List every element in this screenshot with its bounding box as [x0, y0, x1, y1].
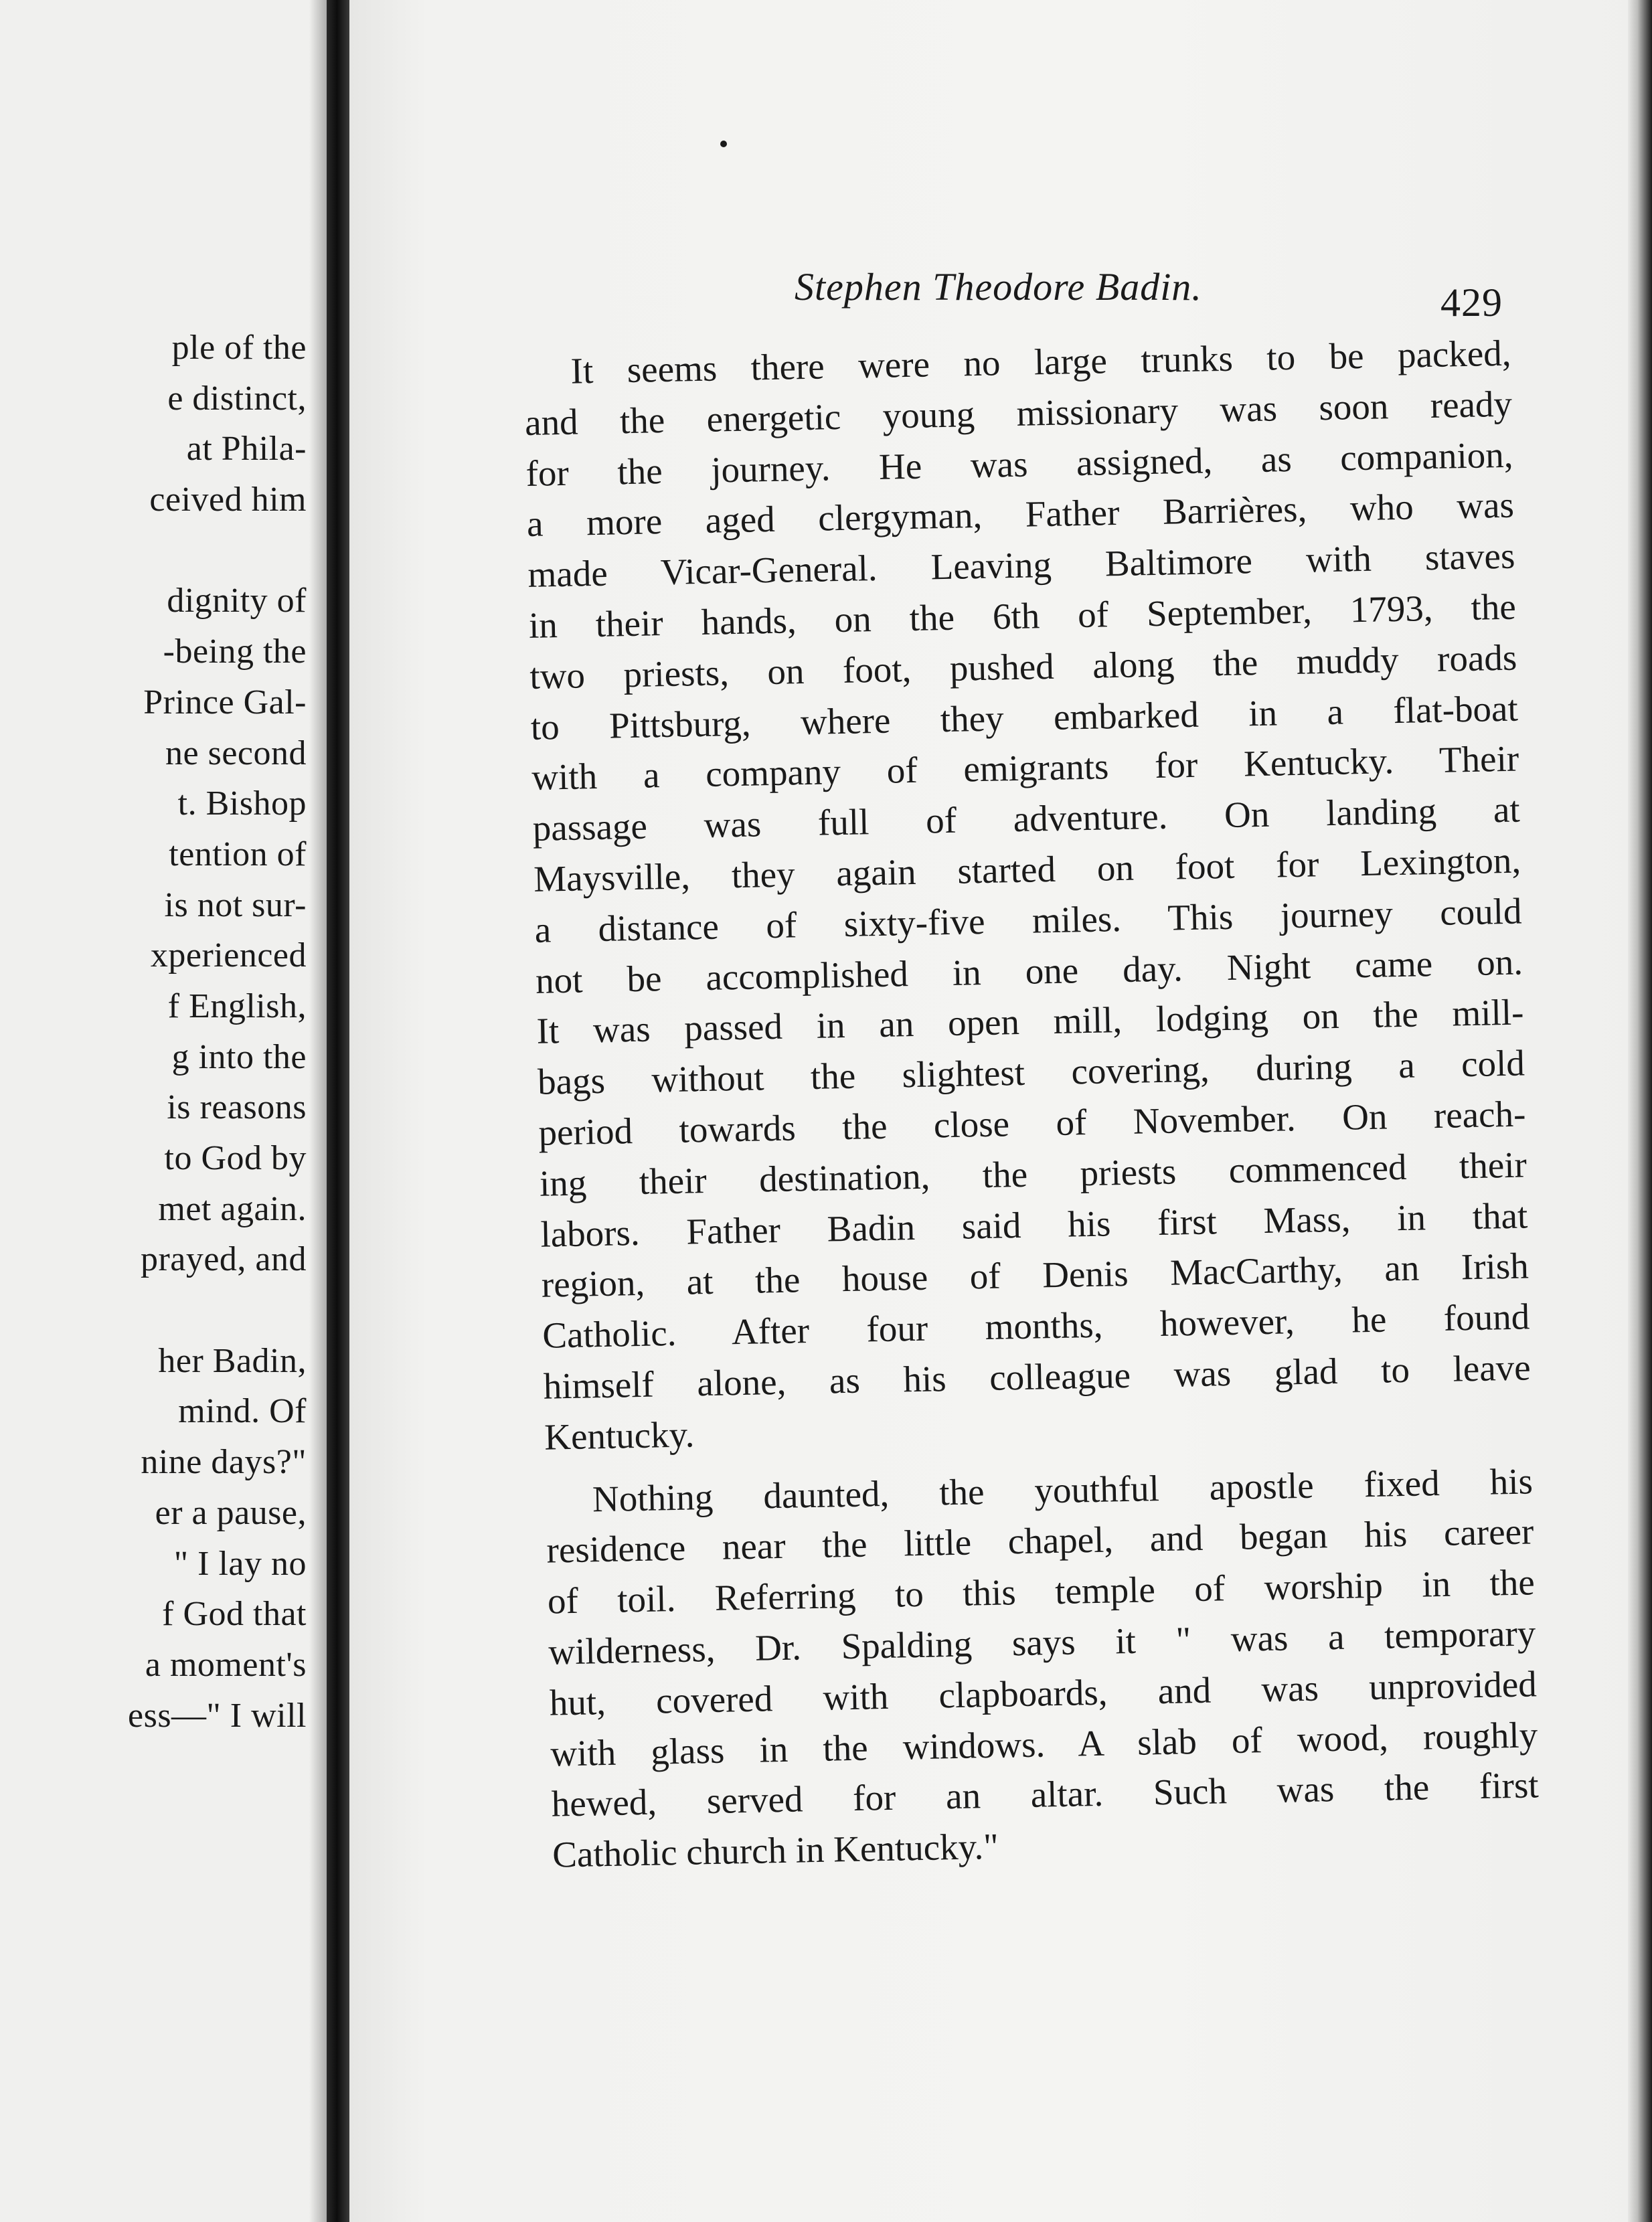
left-page-line: prayed, and — [140, 1240, 307, 1279]
left-page-line: a moment's — [145, 1645, 307, 1684]
left-page-line: ple of the — [171, 329, 307, 367]
text-line: Kentucky. — [544, 1414, 695, 1458]
left-page-line: f God that — [162, 1595, 307, 1634]
left-page-line: to God by — [164, 1139, 307, 1177]
text-line: residence near the little chapel, and began his career — [546, 1511, 1534, 1571]
body-text — [523, 328, 1540, 1881]
text-line: labors. Father Badin said his first Mass, in that — [540, 1194, 1528, 1255]
left-page-line: ne second — [165, 734, 307, 772]
paragraph-2 — [545, 1456, 1540, 1881]
text-line: two priests, on foot, pushed along the muddy roads — [529, 636, 1517, 697]
text-line: Nothing daunted, the youthful apostle fixed his — [592, 1460, 1534, 1519]
left-page-fold-shadow — [309, 0, 327, 2222]
left-page-line: met again. — [158, 1189, 307, 1228]
text-line: made Vicar-General. Leaving Baltimore with staves — [527, 535, 1515, 596]
left-page-line: dignity of — [167, 582, 307, 620]
text-line: in their hands, on the 6th of September, 1793, the — [528, 586, 1517, 646]
text-line: It was passed in an open mill, lodging on the mill- — [536, 991, 1524, 1052]
text-line: wilderness, Dr. Spalding says it " was a temporary — [548, 1612, 1536, 1673]
left-page-line: mind. Of — [178, 1392, 307, 1431]
right-page-edge — [1628, 0, 1652, 2222]
left-page-line: is not sur- — [164, 885, 307, 924]
ink-speck — [720, 141, 727, 147]
text-line: a distance of sixty-five miles. This journey could — [534, 890, 1523, 950]
left-page — [0, 0, 327, 2222]
text-line: Maysville, they again started on foot for Lexington, — [533, 839, 1521, 900]
text-line: hewed, served for an altar. Such was the first — [551, 1764, 1540, 1824]
left-page-text — [25, 323, 307, 1741]
left-page-line: Prince Gal- — [143, 683, 307, 721]
text-line: of toil. Referring to this temple of worship in the — [547, 1561, 1536, 1622]
left-page-line: er a pause, — [155, 1493, 307, 1532]
book-gutter — [327, 0, 349, 2222]
text-line: Catholic church in Kentucky." — [552, 1825, 999, 1875]
text-line: for the journey. He was assigned, as companion, — [525, 434, 1513, 494]
left-page-line: e distinct, — [167, 379, 307, 418]
left-page-line: tention of — [169, 835, 307, 873]
text-line: region, at the house of Denis MacCarthy, an Irish — [541, 1245, 1530, 1306]
text-line: ing their destination, the priests commenced their — [539, 1144, 1527, 1204]
left-page-line: nine days?" — [141, 1443, 307, 1482]
left-page-line: g into the — [171, 1037, 307, 1076]
left-page-line — [25, 525, 307, 576]
text-line: with glass in the windows. A slab of wood, roughly — [550, 1713, 1538, 1774]
text-line: hut, covered with clapboards, and was unprovided — [549, 1663, 1538, 1723]
left-page-line: her Badin, — [158, 1341, 307, 1380]
text-line: himself alone, as his colleague was glad to leave — [543, 1347, 1532, 1407]
text-line: passage was full of adventure. On landing at — [532, 788, 1521, 849]
left-page-line — [25, 1285, 307, 1336]
paragraph-1 — [523, 328, 1532, 1463]
left-page-line: " I lay no — [173, 1544, 307, 1583]
text-line: period towards the close of November. On reach- — [538, 1093, 1526, 1153]
text-line: not be accomplished in one day. Night came on. — [535, 941, 1523, 1001]
running-head: Stephen Theodore Badin. — [795, 265, 1202, 309]
text-line: with a company of emigrants for Kentucky. Their — [531, 738, 1519, 798]
right-page — [349, 0, 1652, 2222]
text-line: bags without the slightest covering, during a cold — [537, 1042, 1525, 1102]
text-line: and the energetic young missionary was soon ready — [524, 383, 1513, 443]
text-line: a more aged clergyman, Father Barrières, who was — [526, 485, 1515, 545]
page-number: 429 — [1440, 280, 1503, 325]
left-page-line: xperienced — [150, 936, 307, 975]
left-page-line: f English, — [167, 987, 307, 1025]
text-line: to Pittsburg, where they embarked in a flat-boat — [530, 687, 1519, 748]
left-page-line: ess—" I will — [128, 1696, 307, 1735]
text-line: Catholic. After four months, however, he found — [542, 1296, 1530, 1356]
left-page-line: t. Bishop — [177, 784, 307, 823]
left-page-line: is reasons — [167, 1088, 307, 1127]
left-page-line: -being the — [163, 632, 307, 671]
left-page-line: at Phila- — [186, 430, 307, 468]
left-page-line: ceived him — [149, 481, 307, 519]
text-line: It seems there were no large trunks to be packed, — [570, 332, 1512, 392]
